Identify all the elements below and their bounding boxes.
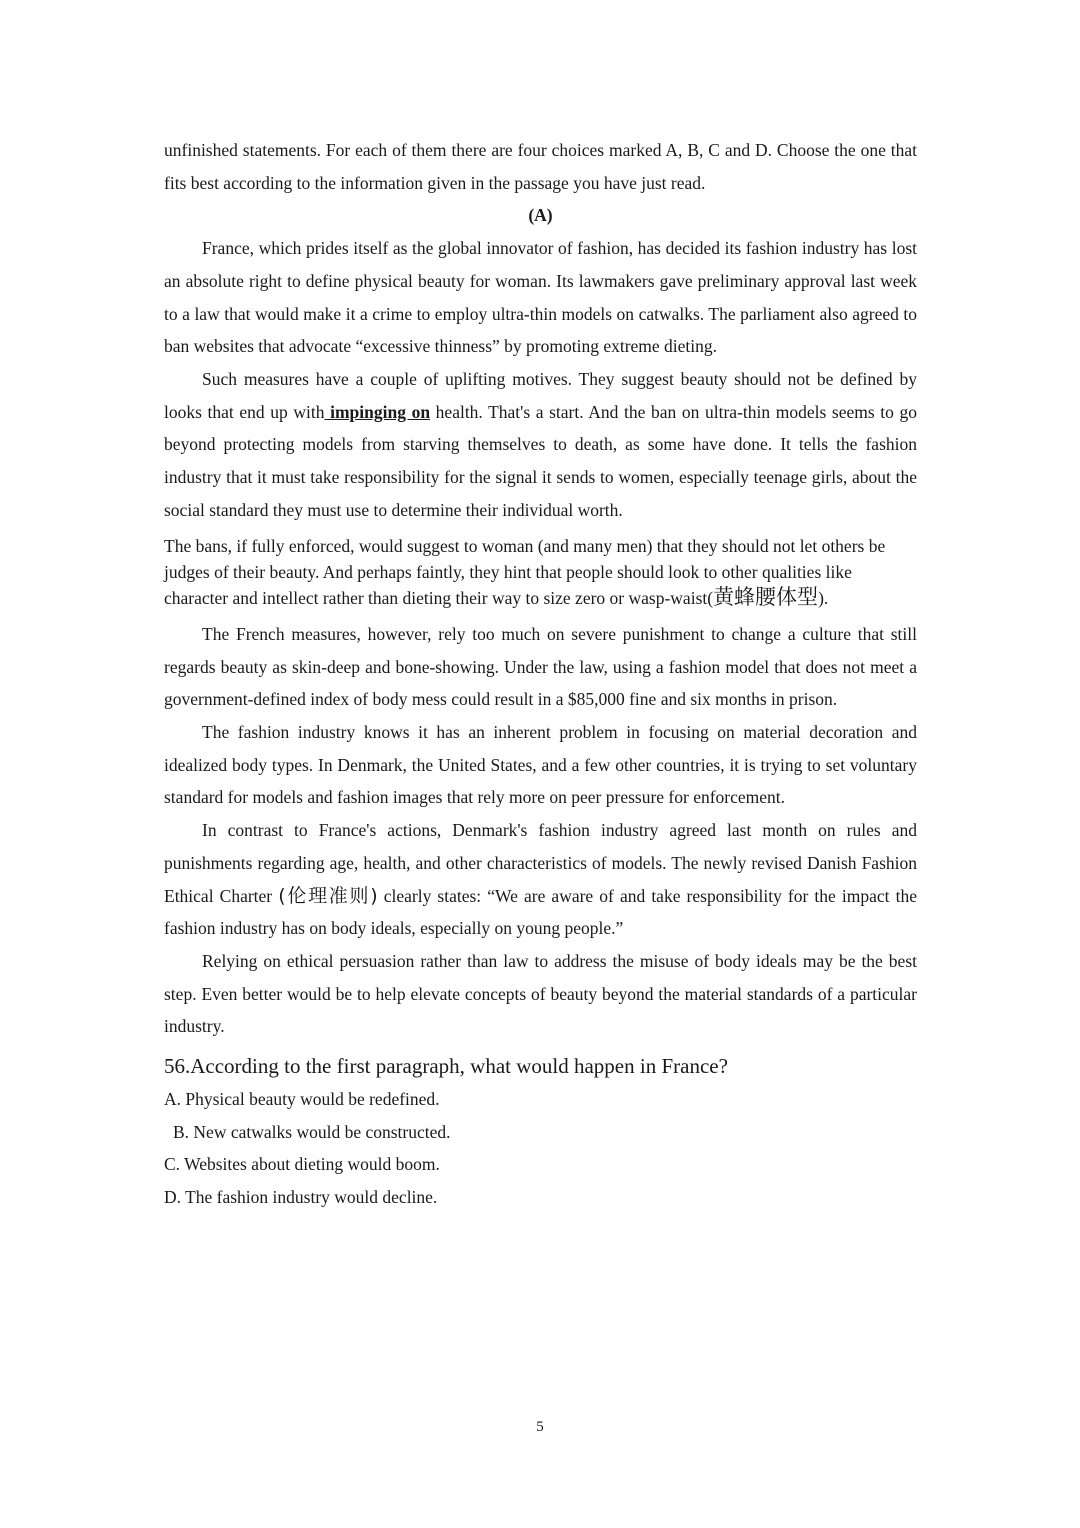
paragraph-2-text-a: Such measures have a couple of uplifting motives. They suggest beauty should not be defined by looks that end up with <box>164 368 917 422</box>
paragraph-3 <box>164 534 917 612</box>
chinese-gloss-wasp-waist: 黄蜂腰体型 <box>713 585 819 610</box>
highlighted-phrase: impinging on <box>324 401 431 422</box>
document-page <box>164 134 917 1214</box>
paragraph-7: Relying on ethical persuasion rather than law to address the misuse of body ideals may be the best step. Even better would be to help elevate concepts of beauty beyond the material standards of a particular industry. <box>164 950 917 1037</box>
paragraph-5: The fashion industry knows it has an inherent problem in focusing on material decoration and idealized body types. In Denmark, the United States, and a few other countries, it is trying to set voluntary standard for models and fashion images that rely more on peer pressure for enforcement. <box>164 722 917 808</box>
option-b: B. New catwalks would be constructed. <box>173 1121 451 1142</box>
option-d: D. The fashion industry would decline. <box>164 1187 438 1208</box>
section-heading: (A) <box>528 205 553 226</box>
paragraph-3-text-a: The bans, if fully enforced, would suggest to woman (and many men) that they should not let others be judges of their beauty. And perhaps faintly, they hint that people should look to other qualities like character and intellect rather than dieting their way to size zero or wasp-waist( <box>164 536 886 609</box>
option-a: A. Physical beauty would be redefined. <box>164 1089 440 1110</box>
option-c: C. Websites about dieting would boom. <box>164 1154 440 1175</box>
paragraph-2 <box>164 363 917 527</box>
paragraph-1: France, which prides itself as the global innovator of fashion, has decided its fashion industry has lost an absolute right to define physical beauty for woman. Its lawmakers gave preliminary approval last week to a law that would make it a crime to employ ultra-thin models on catwalks. The parliament also agreed to ban websites that advocate “excessive thinness” by promoting extreme dieting. <box>164 238 917 357</box>
paragraph-6 <box>164 814 917 945</box>
instructions-text: unfinished statements. For each of them there are four choices marked A, B, C and D. Choose the one that fits best according to the information given in the passage you have just read. <box>164 140 917 193</box>
paragraph-2-text-b: health. That's a start. And the ban on ultra-thin models seems to go beyond protecting models from starving themselves to death, as some have done. It tells the fashion industry that it must take responsibility for the signal it sends to women, especially teenage girls, about the social standard they must use to determine their individual worth. <box>164 401 917 520</box>
paragraph-4: The French measures, however, rely too much on severe punishment to change a culture that still regards beauty as skin-deep and bone-showing. Under the law, using a fashion model that does not meet a government-defined index of body mess could result in a $85,000 fine and six months in prison. <box>164 623 917 710</box>
paragraph-6-text-b: clearly states: “We are aware of and take responsibility for the impact the fashion industry has on body ideals, especially on young people.” <box>164 885 917 939</box>
chinese-gloss-ethical-charter: (伦理准则) <box>278 884 378 907</box>
page-number: 5 <box>536 1419 544 1435</box>
paragraph-3-text-b: ). <box>818 588 829 609</box>
question-stem: 56.According to the first paragraph, what would happen in France? <box>164 1054 728 1079</box>
paragraph-6-text-a: In contrast to France's actions, Denmark's fashion industry agreed last month on rules and punishments regarding age, health, and other characteristics of models. The newly revised Danish Fashion Ethical Charter <box>164 820 917 906</box>
